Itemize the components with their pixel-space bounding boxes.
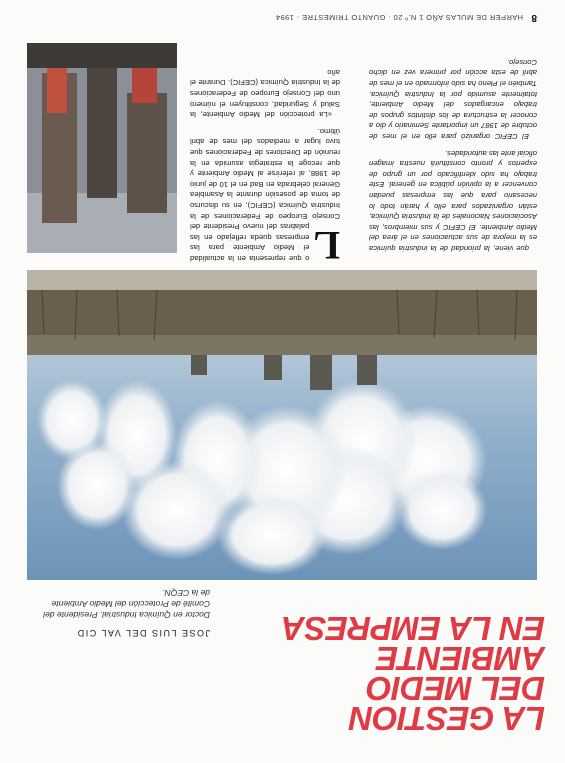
body-paragraph: o que representa en la actualidad el Medio Ambiente para las empresas queda reflejado en las palabras del nuevo Presidente del Consejo Europeo de Federaciones de la Industria Química (CEFIC), en su discurso de toma de posesión durante la Asamblea General celebrada en Bad en el 10 de junio de 1988, al referirse al Medio Ambiente y que recoge la estrategia asumida en la reunión de Directores de Federaciones que tuvo lugar a mediados del mes de abril último.	[190, 126, 340, 263]
page-number: 8	[531, 12, 537, 24]
article-headline	[215, 610, 545, 737]
steam-plumes	[37, 380, 487, 575]
power-plant-illustration	[27, 270, 537, 580]
headline-line-3: EN LA EMPRESA	[281, 610, 545, 647]
body-paragraph: El CEFIC organizó para ello en el mes de octubre de 1987 un importante Seminario y dio a conocer la estructura de los distintos grupos de trabajo encargados del Medio Ambiente, totalmente asumido por la Industria Química. También el Pleno ha sido informado en el mes de abril de esta acción por primera vez en dicho Consejo.	[369, 57, 537, 142]
industrial-plant-illustration	[27, 43, 177, 253]
body-paragraph: que viene, la prioridad de la industria química es la mejora de sus actuaciones en el área del Medio Ambiente. El CEFIC y sus miembros, las Asociaciones Nacionales de la Industria Química, están organizados para ello y harán todo lo necesario para que las empresas puedan convencer a la opinión pública en general. Este trabajo ha sido identificado por un grupo de expertos y pronto constituirá nuestra imagen oficial ante las autoridades.	[369, 148, 537, 253]
author-role: Doctor en Química Industrial. Presidente del Comité de Protección del Medio Ambiente de la CEQN.	[43, 588, 210, 620]
drop-cap: L	[313, 223, 340, 268]
treeline	[27, 290, 537, 335]
body-paragraph: «La protección del Medio Ambiente, la Salud y Seguridad, constituyen el número uno del Consejo Europeo de Federaciones de la Industria Química (CEFIC). Durante el año	[190, 67, 340, 120]
body-column-right	[369, 50, 537, 253]
headline-line-2: DEL MEDIO AMBIENTE	[366, 640, 545, 707]
headline-line-1: LA GESTION	[349, 700, 545, 737]
foreground-field	[27, 270, 537, 290]
industrial-plant-photo	[27, 43, 177, 253]
running-header-text: HARPER DE MULAS AÑO 1 N.º 20 · GUANTO TRIMESTRE · 1994	[275, 13, 524, 23]
author-block	[40, 587, 210, 638]
industrial-buildings	[27, 335, 537, 355]
running-header	[27, 11, 537, 25]
author-name: JOSE LUIS DEL VAL CID	[76, 628, 210, 638]
power-plant-photo	[27, 270, 537, 580]
body-column-left	[190, 60, 340, 268]
